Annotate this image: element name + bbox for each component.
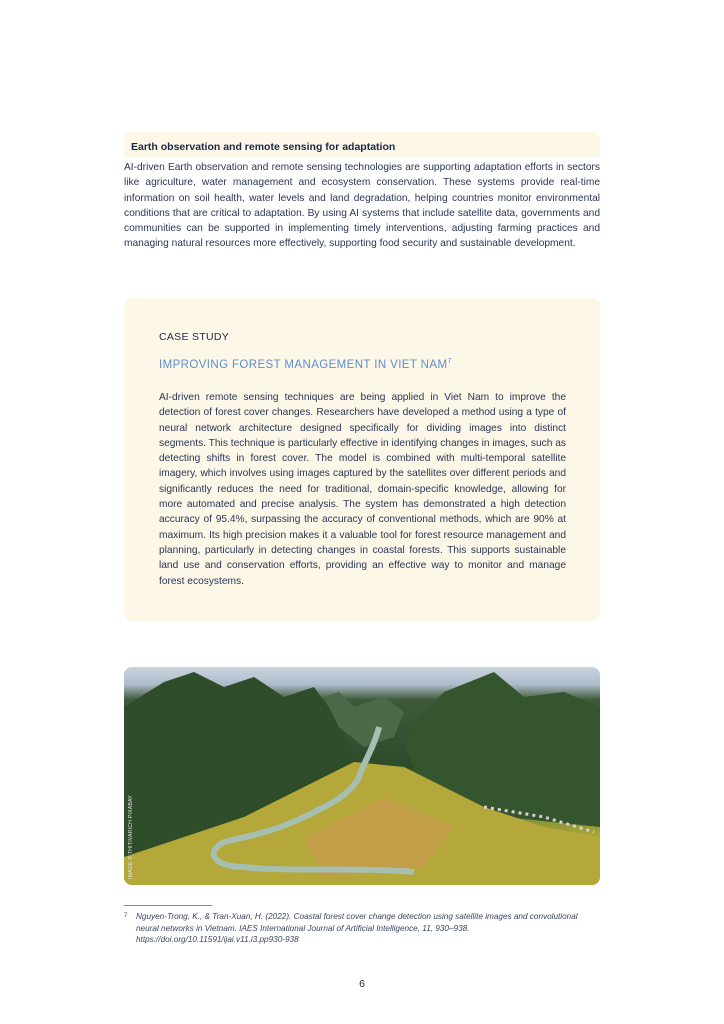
footnote-text: Nguyen-Trong, K., & Tran-Xuan, H. (2022). Coastal forest cover change detection using satellite images and convolutional neural networks in Vietnam. IAES International Journal of Artificial Intelligence, 11, 930–938. https://doi.org/10.11591/ijai.v11.i3.pp930-938 — [136, 912, 578, 944]
case-study-body: AI-driven remote sensing techniques are being applied in Viet Nam to improve the detection of forest cover changes. Researchers have developed a method using a type of neural network architecture designed specifically for dividing images into distinct segments. This technique is particularly effective in identifying changes in images, such as detecting shifts in forest cover. The model is combined with multi-temporal satellite imagery, which involves using images captured by the satellites over different periods and significantly reduces the need for traditional, domain-specific knowledge, allowing for more automated and precise analysis. The system has demonstrated a high detection accuracy of 95.4%, surpassing the accuracy of conventional methods, which are 90% at maximum. Its high precision makes it a valuable tool for forest resource management and planning, particularly in detecting changes in coastal forests. This supports sustainable land use and conservation efforts, providing an effective way to monitor and manage forest ecosystems. — [159, 392, 566, 587]
section-body: AI-driven Earth observation and remote sensing technologies are supporting adaptation efforts in sectors like agriculture, water management and ecosystem conservation. These systems provide real-time information on soil health, water levels and land degradation, helping countries monitor environmental conditions that are critical to adaptation. By using AI systems that include satellite data, governments and communities can be supported in implementing timely interventions, adjusting farming practices and managing natural resources more effectively, supporting food security and sustainable development. — [124, 162, 600, 250]
footnote-number: 7 — [124, 913, 128, 919]
case-study-title — [159, 358, 452, 371]
footnote — [124, 911, 600, 946]
section-heading: Earth observation and remote sensing for adaptation — [131, 141, 396, 153]
page-number: 6 — [359, 978, 365, 990]
footnote-divider — [124, 905, 212, 906]
case-study-box — [124, 298, 600, 621]
landscape-photo — [124, 667, 600, 885]
case-study-title-text: IMPROVING FOREST MANAGEMENT IN VIET NAM — [159, 358, 448, 371]
photo-illustration — [124, 667, 600, 885]
case-study-label: CASE STUDY — [159, 331, 230, 343]
photo-credit: IMAGE © THITIVARICH PIXABAY — [128, 794, 134, 879]
footnote-ref[interactable]: 7 — [447, 358, 452, 365]
section-heading-bar — [124, 132, 600, 157]
